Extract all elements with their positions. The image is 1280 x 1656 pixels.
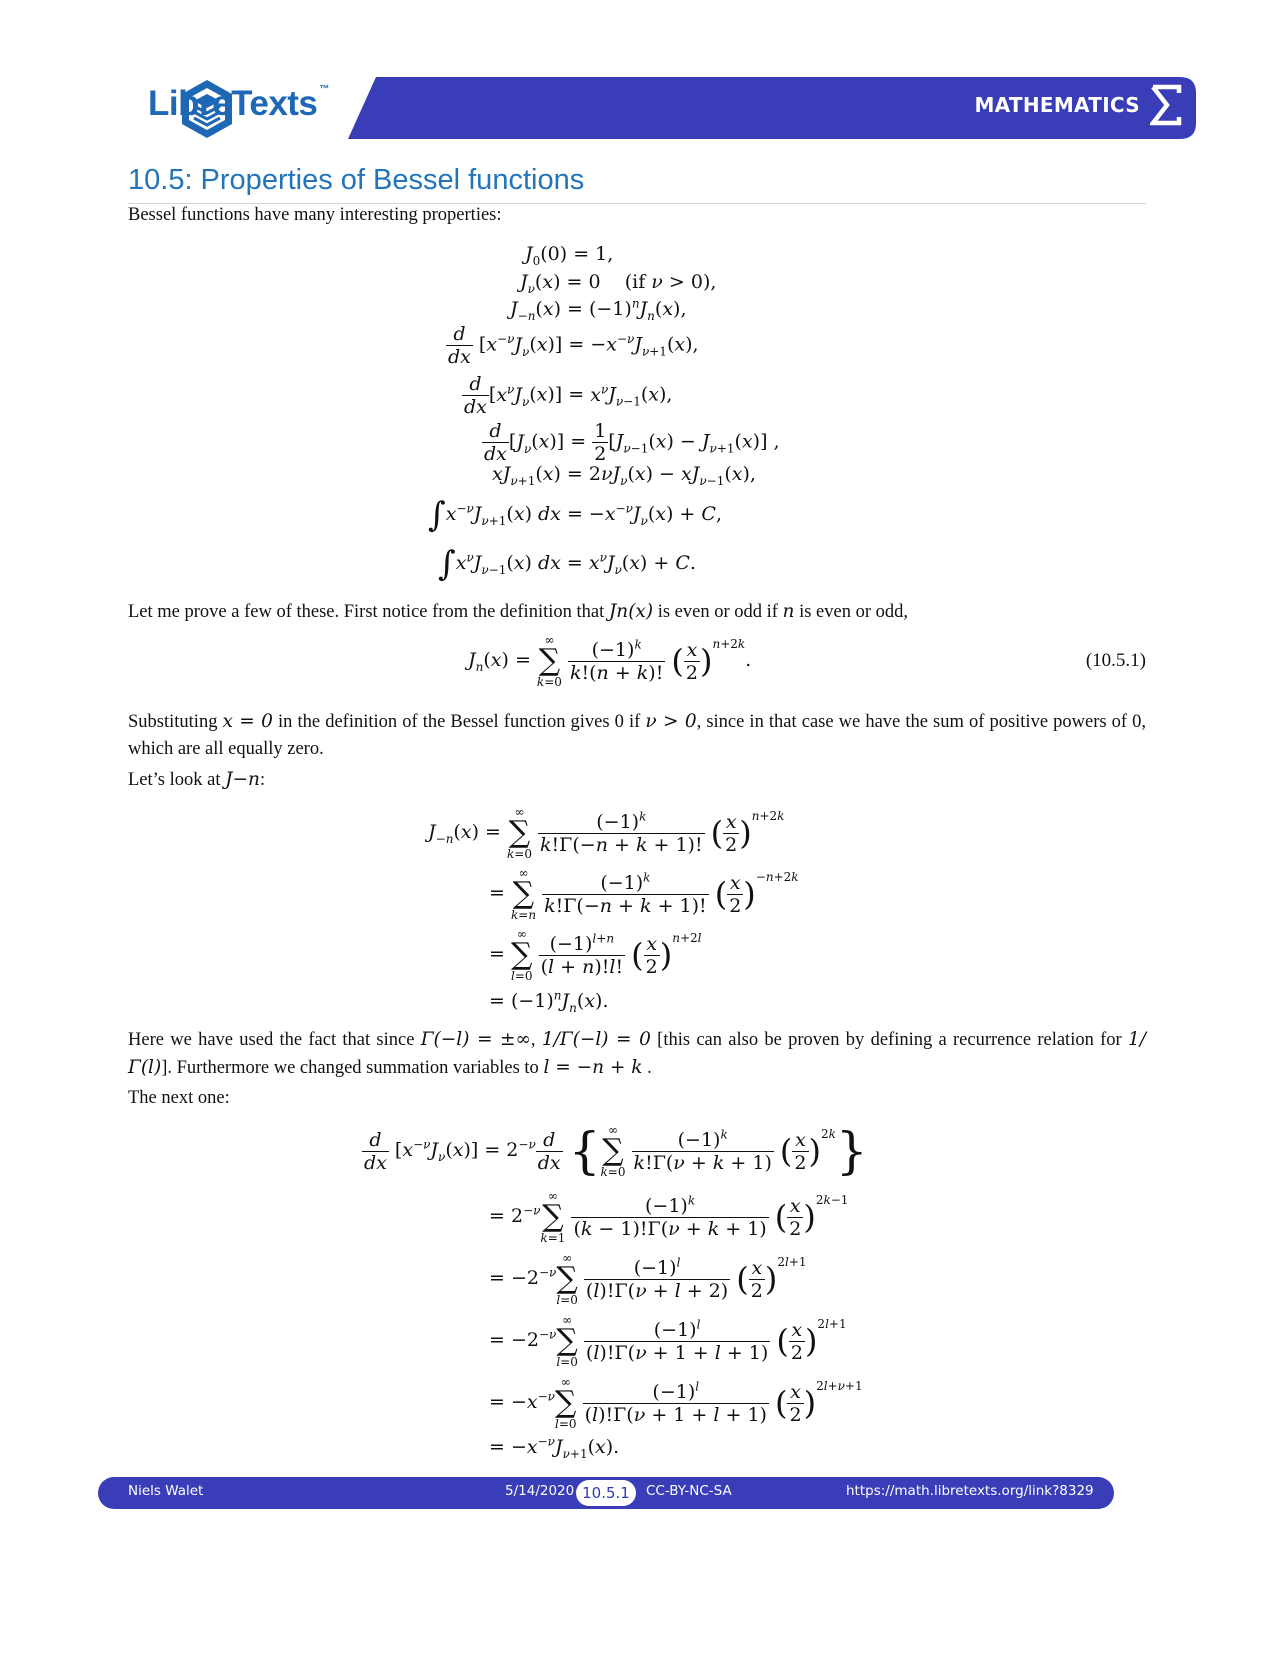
logo-wordmark <box>148 84 329 124</box>
eq-jminus-step-2: = ∞ ∑ k=n $\frac{(-1)^k}{k!\Gamma(-n + k + 1)!}$ ( $\frac{x}{2}$ )$^{-n+2k}$ <box>489 866 799 922</box>
logo-trademark: ™ <box>319 84 329 95</box>
page-number-badge: 10.5.1 <box>576 1480 636 1506</box>
eq-deriv-step-1: $\frac{d}{dx}$ $[x^{-\nu}J_\nu(x)] = 2^{-\nu}$ $\frac{d}{dx}$ { ∞ ∑ k=0 $\frac{(-1)^k}{k!\Gamma(\nu + k + 1)}$ ( $\frac{x}{2}$ )$^{2k}$} <box>364 1122 868 1180</box>
eq-property-3: $J_{-n}(x) = (-1)^nJ_n(x)$, <box>510 296 687 323</box>
eq-deriv-step-5: = $-x^{-\nu}$ ∞ ∑ l=0 $\frac{(-1)^l}{(l)!\Gamma(\nu + 1 + l + 1)}$ ( $\frac{x}{2}$ )$^{2l+\nu+1}$ <box>489 1375 863 1431</box>
eq-deriv-step-4: = $-2^{-\nu}$ ∞ ∑ l=0 $\frac{(-1)^l}{(l)!\Gamma(\nu + 1 + l + 1)}$ ( $\frac{x}{2}$ )$^{2l+1}$ <box>489 1313 847 1369</box>
text: is even or odd if <box>653 602 783 622</box>
text: , since in that case we have the sum of positive powers of 0, which are all equally zero. <box>128 712 1147 759</box>
footer-date: 5/14/2020 <box>505 1483 575 1499</box>
eq-deriv-step-2: = $2^{-\nu}$ ∞ ∑ k=1 $\frac{(-1)^k}{(k - 1)!\Gamma(\nu + k + 1)}$ ( $\frac{x}{2}$ )$^{2k-1}$ <box>489 1189 849 1245</box>
footer-license[interactable]: CC-BY-NC-SA <box>646 1483 732 1499</box>
sigma-icon <box>1150 83 1182 127</box>
eq-jminus-step-1: $J_{-n}(x)$ = ∞ ∑ k=0 $\frac{(-1)^k}{k!\Gamma(-n + k + 1)!}$ ( $\frac{x}{2}$ )$^{n+2k}$ <box>428 805 785 861</box>
math-inline: 1/Γ(l) <box>128 1029 1146 1078</box>
eq-jminus-step-3: = ∞ ∑ l=0 $\frac{(-1)^{l+n}}{(l + n)!l!}$ ( $\frac{x}{2}$ )$^{n+2l}$ <box>489 927 702 983</box>
text: Let’s look at <box>128 770 226 790</box>
equation-number: (10.5.1) <box>1085 650 1146 671</box>
text: ]. Furthermore we changed summation variables to <box>161 1058 544 1078</box>
eq-property-2: $J_\nu(x) = 0$ (if ν > 0), <box>520 271 717 296</box>
math-inline: x = 0 <box>222 711 273 732</box>
math-inline: Jn(x) <box>608 601 654 622</box>
math-inline: n <box>782 601 795 622</box>
eq-property-5: $\frac{d}{dx}$ $[x^\nu J_\nu(x)] = x^\nu J_{\nu-1}(x)$, <box>464 373 673 418</box>
substituting-paragraph <box>128 708 1146 763</box>
math-inline: 1/Γ(−l) = 0 <box>541 1029 651 1050</box>
math-inline: l = −n + k <box>543 1057 643 1078</box>
footer-link[interactable]: https://math.libretexts.org/link?8329 <box>846 1483 1094 1499</box>
text: , <box>530 1030 542 1050</box>
eq-deriv-step-3: = $-2^{-\nu}$ ∞ ∑ l=0 $\frac{(-1)^l}{(l)!\Gamma(\nu + l + 2)}$ ( $\frac{x}{2}$ )$^{2l+1}$ <box>489 1251 807 1307</box>
math-inline: J−n <box>225 769 260 790</box>
eq-deriv-step-6: = $-x^{-\nu}J_{\nu+1}(x)$. <box>489 1434 620 1461</box>
intro-paragraph: Bessel functions have many interesting properties: <box>128 205 502 225</box>
proof-intro-paragraph <box>128 598 1146 626</box>
logo-name: LibreTexts <box>148 84 318 123</box>
eq-jminus-step-4: = $(-1)^nJ_n(x)$. <box>489 988 609 1015</box>
text: . <box>642 1058 652 1078</box>
eq-property-9: $\int x^\nu J_{\nu-1}(x)$ dx = $x^\nu J_\nu(x) + C$. <box>438 544 696 584</box>
here-paragraph <box>128 1026 1146 1082</box>
eq-property-7: $xJ_{\nu+1}(x) = 2\nu J_\nu(x) - xJ_{\nu-1}(x)$, <box>492 463 756 488</box>
footer-author: Niels Walet <box>128 1483 204 1499</box>
text: Let me prove a few of these. First notice from the definition that <box>128 602 609 622</box>
eq-property-4: $\frac{d}{dx}$ $[x^{-\nu}J_\nu(x)] = -x^{-\nu}J_{\nu+1}(x)$, <box>448 323 699 368</box>
lets-look-paragraph <box>128 766 1146 794</box>
math-inline: Γ(−l) = ±∞ <box>420 1029 531 1050</box>
eq-property-1: $J_0(0) = 1$, <box>525 243 614 268</box>
eq-bessel-definition: $J_n(x)$ = ∞ ∑ k=0 $\frac{(-1)^k}{k!(n + k)!}$ ( $\frac{x}{2}$ )$^{n+2k}$. <box>468 633 752 689</box>
text: : <box>259 770 266 790</box>
text: in the definition of the Bessel function gives 0 if <box>272 712 646 732</box>
text: [this can also be proven by defining a recurrence relation for <box>650 1030 1128 1050</box>
math-inline: ν > 0 <box>645 711 697 732</box>
text: Substituting <box>128 712 223 732</box>
eq-property-6: $\frac{d}{dx}$ $[J_\nu(x)]$ = $\frac{1}{2}$ $[J_{\nu-1}(x) - J_{\nu+1}(x)]$ , <box>484 420 780 465</box>
eq-property-8: $\int x^{-\nu}J_{\nu+1}(x)$ dx = $-x^{-\nu}J_\nu(x) + C$, <box>428 495 722 535</box>
next-one-paragraph: The next one: <box>128 1088 230 1108</box>
page-title: 10.5: Properties of Bessel functions <box>128 164 585 196</box>
text: is even or odd, <box>794 602 909 622</box>
subject-label[interactable]: MATHEMATICS <box>974 93 1140 117</box>
text: Here we have used the fact that since <box>128 1030 421 1050</box>
